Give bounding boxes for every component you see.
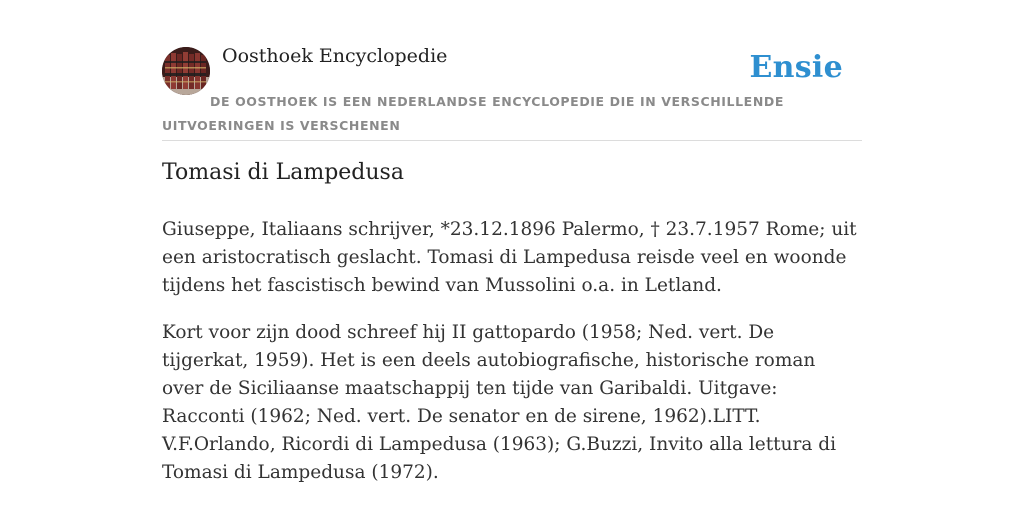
article-paragraph: Kort voor zijn dood schreef hij II gattopardo (1958; Ned. vert. De tijgerkat, 1959). Het is een deels autobiografische, historische roman over de Siciliaanse maatschappij ten tijde van Garibaldi. Uitgave: Racconti (1962; Ned. vert. De senator en de sirene, 1962).LITT. V.F.Orlando, Ricordi di Lampedusa (1963); G.Buzzi, Invito alla lettura di Tomasi di Lampedusa (1972). [162,322,837,483]
encyclopedia-books-icon[interactable] [162,47,210,95]
article-body [162,216,862,506]
site-header [162,0,862,141]
page [162,0,862,512]
site-name[interactable]: Oosthoek Encyclopedie [222,45,448,67]
article-title: Tomasi di Lampedusa [162,160,404,185]
article-paragraph: Giuseppe, Italiaans schrijver, *23.12.1896 Palermo, † 23.7.1957 Rome; uit een aristocratisch geslacht. Tomasi di Lampedusa reisde veel en woonde tijdens het fascistisch bewind van Mussolini o.a. in Letland. [162,219,857,296]
site-tagline: DE OOSTHOEK IS EEN NEDERLANDSE ENCYCLOPEDIE DIE IN VERSCHILLENDE UITVOERINGEN IS VERSCHENEN [162,94,784,133]
brand-logo[interactable]: Ensie [749,50,843,85]
